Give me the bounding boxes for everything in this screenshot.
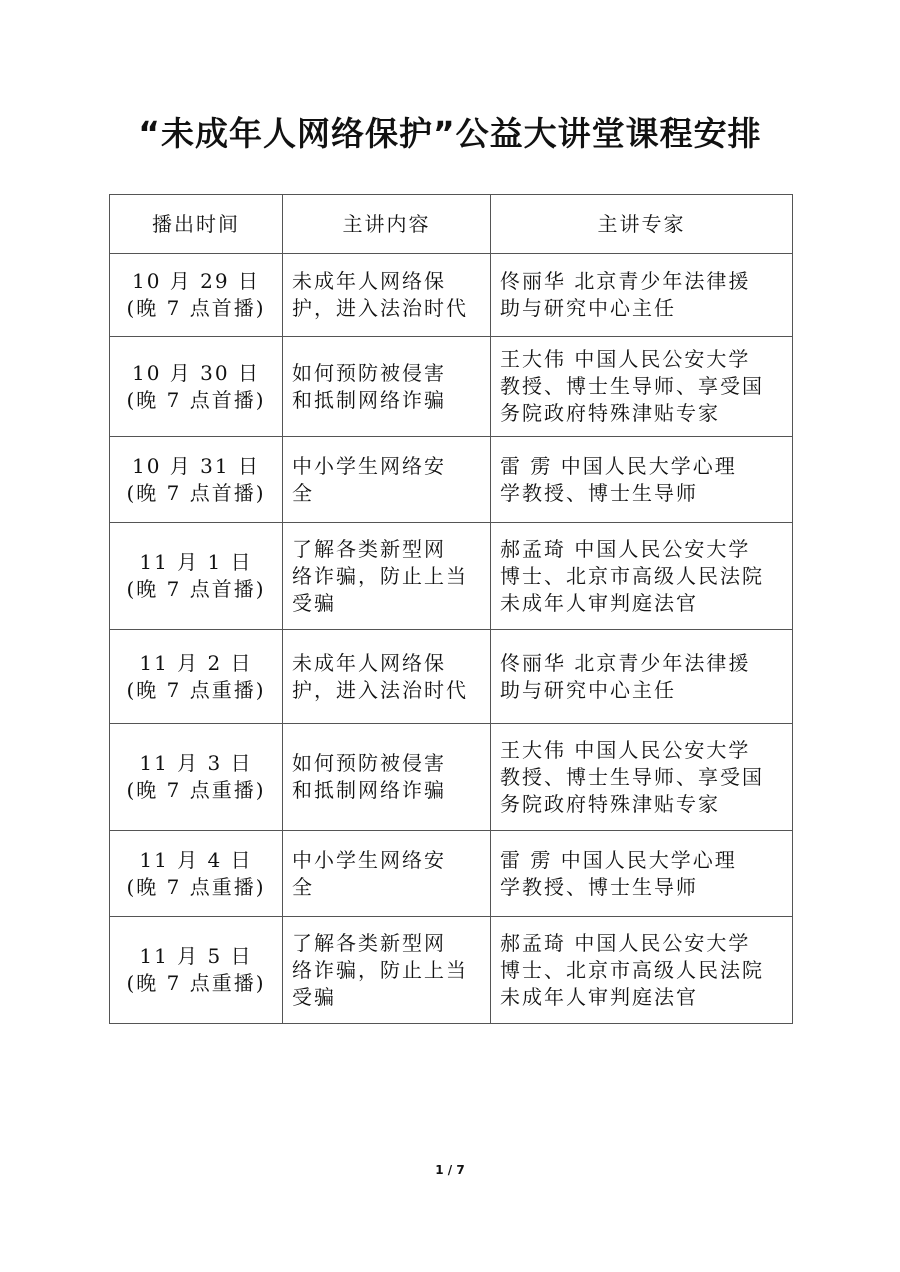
cell-lecturer [491,831,793,917]
broadcast-type: (晚 7 点重播) [126,971,266,995]
header-lecturer: 主讲专家 [491,195,793,254]
schedule-table [109,194,793,1024]
lecture-content-line: 未成年人网络保 [292,650,446,675]
lecture-content-line: 如何预防被侵害 [292,751,446,775]
broadcast-type: (晚 7 点首播) [126,387,266,412]
broadcast-date: 11 月 5 日 [139,944,253,968]
page-number: 1 / 7 [435,1163,465,1177]
lecture-content-line: 和抵制网络诈骗 [292,778,446,802]
cell-broadcast-time [110,337,283,437]
lecturer-line: 雷 雳 中国人民大学心理 [500,453,737,478]
broadcast-date: 11 月 3 日 [139,751,253,775]
lecture-content-line: 全 [292,480,314,505]
table-row [110,437,793,523]
lecture-content-line: 如何预防被侵害 [292,360,446,385]
cell-lecturer [491,337,793,437]
header-broadcast-time: 播出时间 [110,195,283,254]
broadcast-date: 11 月 4 日 [139,847,253,872]
cell-lecture-content [283,831,491,917]
broadcast-type: (晚 7 点首播) [126,296,266,320]
lecturer-line: 王大伟 中国人民公安大学 [500,737,751,762]
lecturer-line: 务院政府特殊津贴专家 [500,791,720,816]
cell-lecturer [491,630,793,724]
lecturer-line: 博士、北京市高级人民法院 [500,563,764,588]
broadcast-date: 10 月 30 日 [132,360,260,385]
table-row [110,831,793,917]
cell-broadcast-time [110,917,283,1024]
broadcast-type: (晚 7 点重播) [126,677,266,702]
table-row [110,254,793,337]
lecture-content-line: 护，进入法治时代 [292,677,468,702]
table-row [110,917,793,1024]
cell-broadcast-time [110,254,283,337]
lecture-content-line: 络诈骗，防止上当 [292,957,468,982]
lecturer-line: 学教授、博士生导师 [500,480,698,505]
lecture-content-line: 护，进入法治时代 [292,296,468,320]
lecturer-line: 教授、博士生导师、享受国 [500,764,764,789]
lecturer-line: 学教授、博士生导师 [500,874,698,899]
lecturer-line: 雷 雳 中国人民大学心理 [500,847,737,872]
lecture-content-line: 和抵制网络诈骗 [292,387,446,412]
cell-broadcast-time [110,724,283,831]
table-row [110,337,793,437]
lecturer-line: 未成年人审判庭法官 [500,590,698,615]
lecturer-line: 助与研究中心主任 [500,296,676,320]
lecture-content-line: 了解各类新型网 [292,536,446,561]
lecturer-line: 佟丽华 北京青少年法律援 [500,650,751,675]
cell-lecture-content [283,254,491,337]
lecturer-line: 佟丽华 北京青少年法律援 [500,269,751,293]
cell-lecturer [491,254,793,337]
cell-lecture-content [283,630,491,724]
cell-lecture-content [283,724,491,831]
header-lecture-content: 主讲内容 [283,195,491,254]
broadcast-date: 10 月 31 日 [132,453,260,478]
cell-lecturer [491,917,793,1024]
broadcast-type: (晚 7 点首播) [126,480,266,505]
lecturer-line: 郝孟琦 中国人民公安大学 [500,536,751,561]
cell-broadcast-time [110,437,283,523]
broadcast-type: (晚 7 点重播) [126,874,266,899]
broadcast-type: (晚 7 点首播) [126,577,266,601]
lecturer-line: 郝孟琦 中国人民公安大学 [500,930,751,955]
lecture-content-line: 中小学生网络安 [292,453,446,478]
lecturer-line: 务院政府特殊津贴专家 [500,401,720,425]
lecturer-line: 博士、北京市高级人民法院 [500,957,764,982]
cell-lecture-content [283,337,491,437]
lecture-content-line: 中小学生网络安 [292,847,446,872]
lecturer-line: 教授、博士生导师、享受国 [500,374,764,398]
table-row [110,630,793,724]
lecture-content-line: 全 [292,874,314,899]
table-header-row [110,195,793,254]
lecture-content-line: 受骗 [292,590,336,615]
cell-broadcast-time [110,523,283,630]
lecture-content-line: 了解各类新型网 [292,930,446,955]
lecturer-line: 未成年人审判庭法官 [500,984,698,1009]
cell-lecturer [491,523,793,630]
page-title: “未成年人网络保护”公益大讲堂课程安排 [138,114,762,153]
broadcast-date: 11 月 1 日 [139,550,253,574]
table-row [110,523,793,630]
lecture-content-line: 受骗 [292,984,336,1009]
broadcast-type: (晚 7 点重播) [126,778,266,802]
cell-lecturer [491,437,793,523]
lecture-content-line: 未成年人网络保 [292,269,446,293]
cell-lecture-content [283,917,491,1024]
cell-broadcast-time [110,831,283,917]
lecture-content-line: 络诈骗，防止上当 [292,563,468,588]
cell-lecture-content [283,437,491,523]
cell-lecturer [491,724,793,831]
table-row [110,724,793,831]
lecturer-line: 王大伟 中国人民公安大学 [500,347,751,371]
lecturer-line: 助与研究中心主任 [500,677,676,702]
cell-broadcast-time [110,630,283,724]
broadcast-date: 10 月 29 日 [132,269,260,293]
schedule-body [110,254,793,1024]
broadcast-date: 11 月 2 日 [139,650,253,675]
cell-lecture-content [283,523,491,630]
